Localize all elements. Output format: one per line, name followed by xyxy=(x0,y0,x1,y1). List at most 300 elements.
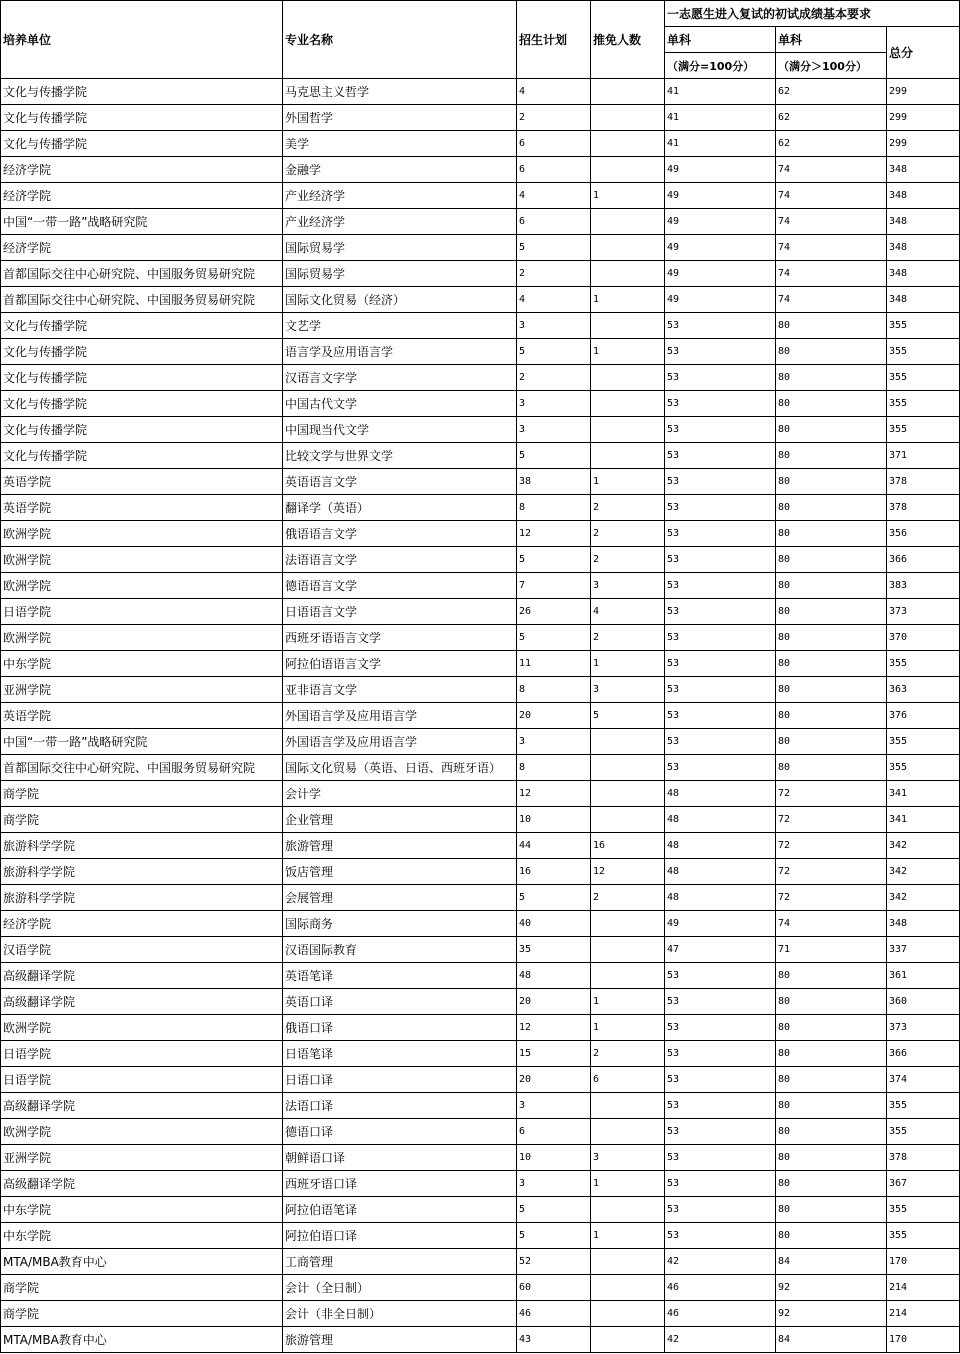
major-cell: 比较文学与世界文学 xyxy=(283,443,517,469)
exempt-cell xyxy=(591,1275,665,1301)
total-cell: 299 xyxy=(887,105,960,131)
exempt-cell xyxy=(591,365,665,391)
major-cell: 德语口译 xyxy=(283,1119,517,1145)
single-over100-cell: 80 xyxy=(776,755,887,781)
plan-cell: 12 xyxy=(517,781,591,807)
single-over100-cell: 72 xyxy=(776,833,887,859)
table-row xyxy=(1,105,960,131)
header-unit: 培养单位 xyxy=(1,1,283,79)
single-over100-cell: 62 xyxy=(776,131,887,157)
unit-cell: 商学院 xyxy=(1,807,283,833)
total-cell: 355 xyxy=(887,1197,960,1223)
single-over100-cell: 80 xyxy=(776,443,887,469)
total-cell: 348 xyxy=(887,911,960,937)
exempt-cell: 12 xyxy=(591,859,665,885)
single-over100-cell: 80 xyxy=(776,495,887,521)
exempt-cell: 6 xyxy=(591,1067,665,1093)
unit-cell: 高级翻译学院 xyxy=(1,989,283,1015)
unit-cell: 文化与传播学院 xyxy=(1,339,283,365)
single-over100-cell: 74 xyxy=(776,287,887,313)
exempt-cell xyxy=(591,807,665,833)
unit-cell: 汉语学院 xyxy=(1,937,283,963)
single-over100-cell: 74 xyxy=(776,261,887,287)
plan-cell: 4 xyxy=(517,183,591,209)
table-row xyxy=(1,313,960,339)
plan-cell: 4 xyxy=(517,287,591,313)
unit-cell: 文化与传播学院 xyxy=(1,365,283,391)
unit-cell: 首都国际交往中心研究院、中国服务贸易研究院 xyxy=(1,261,283,287)
major-cell: 德语语言文学 xyxy=(283,573,517,599)
major-cell: 外国语言学及应用语言学 xyxy=(283,703,517,729)
single-over100-cell: 84 xyxy=(776,1249,887,1275)
table-row xyxy=(1,287,960,313)
exempt-cell xyxy=(591,157,665,183)
plan-cell: 5 xyxy=(517,339,591,365)
single-over100-cell: 80 xyxy=(776,1223,887,1249)
table-row xyxy=(1,235,960,261)
single-100-cell: 49 xyxy=(665,235,776,261)
plan-cell: 5 xyxy=(517,885,591,911)
single-100-cell: 53 xyxy=(665,599,776,625)
table-row xyxy=(1,1015,960,1041)
total-cell: 363 xyxy=(887,677,960,703)
unit-cell: 商学院 xyxy=(1,1301,283,1327)
single-100-cell: 41 xyxy=(665,79,776,105)
unit-cell: 经济学院 xyxy=(1,911,283,937)
single-100-cell: 53 xyxy=(665,365,776,391)
plan-cell: 15 xyxy=(517,1041,591,1067)
total-cell: 214 xyxy=(887,1275,960,1301)
exempt-cell xyxy=(591,313,665,339)
single-over100-cell: 80 xyxy=(776,469,887,495)
total-cell: 366 xyxy=(887,547,960,573)
single-100-cell: 53 xyxy=(665,1015,776,1041)
major-cell: 旅游管理 xyxy=(283,1327,517,1353)
total-cell: 383 xyxy=(887,573,960,599)
exempt-cell xyxy=(591,911,665,937)
single-over100-cell: 80 xyxy=(776,703,887,729)
single-over100-cell: 72 xyxy=(776,781,887,807)
single-over100-cell: 80 xyxy=(776,521,887,547)
single-100-cell: 48 xyxy=(665,859,776,885)
exempt-cell: 1 xyxy=(591,469,665,495)
plan-cell: 2 xyxy=(517,105,591,131)
single-100-cell: 53 xyxy=(665,521,776,547)
major-cell: 法语语言文学 xyxy=(283,547,517,573)
total-cell: 170 xyxy=(887,1327,960,1353)
unit-cell: 商学院 xyxy=(1,781,283,807)
single-over100-cell: 80 xyxy=(776,391,887,417)
unit-cell: 英语学院 xyxy=(1,495,283,521)
unit-cell: 欧洲学院 xyxy=(1,521,283,547)
single-100-cell: 49 xyxy=(665,209,776,235)
table-row xyxy=(1,989,960,1015)
exempt-cell xyxy=(591,1301,665,1327)
single-100-cell: 42 xyxy=(665,1249,776,1275)
major-cell: 日语口译 xyxy=(283,1067,517,1093)
major-cell: 国际文化贸易（英语、日语、西班牙语） xyxy=(283,755,517,781)
unit-cell: 文化与传播学院 xyxy=(1,391,283,417)
major-cell: 国际文化贸易（经济） xyxy=(283,287,517,313)
single-100-cell: 53 xyxy=(665,677,776,703)
major-cell: 国际商务 xyxy=(283,911,517,937)
total-cell: 214 xyxy=(887,1301,960,1327)
single-100-cell: 49 xyxy=(665,911,776,937)
table-row xyxy=(1,937,960,963)
single-100-cell: 53 xyxy=(665,495,776,521)
single-100-cell: 53 xyxy=(665,547,776,573)
exempt-cell xyxy=(591,391,665,417)
unit-cell: MTA/MBA教育中心 xyxy=(1,1249,283,1275)
single-100-cell: 53 xyxy=(665,989,776,1015)
single-100-cell: 53 xyxy=(665,729,776,755)
table-row xyxy=(1,1197,960,1223)
major-cell: 外国语言学及应用语言学 xyxy=(283,729,517,755)
major-cell: 俄语语言文学 xyxy=(283,521,517,547)
total-cell: 299 xyxy=(887,131,960,157)
plan-cell: 5 xyxy=(517,625,591,651)
total-cell: 355 xyxy=(887,339,960,365)
total-cell: 373 xyxy=(887,599,960,625)
exempt-cell: 1 xyxy=(591,1015,665,1041)
exempt-cell xyxy=(591,729,665,755)
major-cell: 马克思主义哲学 xyxy=(283,79,517,105)
plan-cell: 10 xyxy=(517,807,591,833)
table-row xyxy=(1,651,960,677)
plan-cell: 20 xyxy=(517,989,591,1015)
single-100-cell: 48 xyxy=(665,781,776,807)
single-100-cell: 49 xyxy=(665,157,776,183)
unit-cell: 文化与传播学院 xyxy=(1,443,283,469)
unit-cell: MTA/MBA教育中心 xyxy=(1,1327,283,1353)
total-cell: 348 xyxy=(887,287,960,313)
unit-cell: 日语学院 xyxy=(1,1067,283,1093)
major-cell: 中国现当代文学 xyxy=(283,417,517,443)
exempt-cell xyxy=(591,1327,665,1353)
plan-cell: 38 xyxy=(517,469,591,495)
total-cell: 361 xyxy=(887,963,960,989)
exempt-cell: 2 xyxy=(591,625,665,651)
single-over100-cell: 72 xyxy=(776,859,887,885)
unit-cell: 经济学院 xyxy=(1,183,283,209)
header-single-over100: 单科 xyxy=(776,27,887,53)
table-row xyxy=(1,729,960,755)
single-over100-cell: 80 xyxy=(776,1119,887,1145)
total-cell: 341 xyxy=(887,807,960,833)
header-major: 专业名称 xyxy=(283,1,517,79)
table-row xyxy=(1,79,960,105)
total-cell: 370 xyxy=(887,625,960,651)
plan-cell: 8 xyxy=(517,755,591,781)
unit-cell: 中东学院 xyxy=(1,1223,283,1249)
major-cell: 产业经济学 xyxy=(283,183,517,209)
single-over100-cell: 80 xyxy=(776,1197,887,1223)
exempt-cell: 3 xyxy=(591,1145,665,1171)
single-100-cell: 53 xyxy=(665,1041,776,1067)
single-100-cell: 48 xyxy=(665,807,776,833)
plan-cell: 60 xyxy=(517,1275,591,1301)
table-row xyxy=(1,417,960,443)
plan-cell: 6 xyxy=(517,157,591,183)
single-over100-cell: 80 xyxy=(776,1171,887,1197)
single-over100-cell: 62 xyxy=(776,79,887,105)
exempt-cell xyxy=(591,937,665,963)
major-cell: 文艺学 xyxy=(283,313,517,339)
table-row xyxy=(1,547,960,573)
unit-cell: 英语学院 xyxy=(1,469,283,495)
total-cell: 299 xyxy=(887,79,960,105)
single-100-cell: 53 xyxy=(665,703,776,729)
major-cell: 俄语口译 xyxy=(283,1015,517,1041)
major-cell: 阿拉伯语语言文学 xyxy=(283,651,517,677)
single-over100-cell: 80 xyxy=(776,599,887,625)
single-100-cell: 53 xyxy=(665,625,776,651)
unit-cell: 旅游科学学院 xyxy=(1,885,283,911)
major-cell: 日语笔译 xyxy=(283,1041,517,1067)
unit-cell: 文化与传播学院 xyxy=(1,417,283,443)
single-over100-cell: 62 xyxy=(776,105,887,131)
total-cell: 378 xyxy=(887,1145,960,1171)
major-cell: 工商管理 xyxy=(283,1249,517,1275)
plan-cell: 43 xyxy=(517,1327,591,1353)
single-100-cell: 53 xyxy=(665,755,776,781)
major-cell: 朝鲜语口译 xyxy=(283,1145,517,1171)
total-cell: 367 xyxy=(887,1171,960,1197)
plan-cell: 6 xyxy=(517,131,591,157)
single-100-cell: 42 xyxy=(665,1327,776,1353)
table-row xyxy=(1,261,960,287)
table-row xyxy=(1,209,960,235)
table-row xyxy=(1,495,960,521)
exempt-cell xyxy=(591,261,665,287)
exempt-cell: 1 xyxy=(591,651,665,677)
major-cell: 英语语言文学 xyxy=(283,469,517,495)
table-row xyxy=(1,703,960,729)
single-over100-cell: 80 xyxy=(776,1093,887,1119)
single-over100-cell: 84 xyxy=(776,1327,887,1353)
plan-cell: 8 xyxy=(517,495,591,521)
exempt-cell xyxy=(591,131,665,157)
major-cell: 西班牙语口译 xyxy=(283,1171,517,1197)
total-cell: 337 xyxy=(887,937,960,963)
single-over100-cell: 80 xyxy=(776,339,887,365)
plan-cell: 20 xyxy=(517,703,591,729)
unit-cell: 日语学院 xyxy=(1,599,283,625)
total-cell: 348 xyxy=(887,261,960,287)
exempt-cell xyxy=(591,1093,665,1119)
total-cell: 170 xyxy=(887,1249,960,1275)
table-row xyxy=(1,1327,960,1353)
single-over100-cell: 80 xyxy=(776,989,887,1015)
unit-cell: 高级翻译学院 xyxy=(1,963,283,989)
single-over100-cell: 72 xyxy=(776,885,887,911)
single-over100-cell: 74 xyxy=(776,235,887,261)
table-row xyxy=(1,885,960,911)
total-cell: 355 xyxy=(887,1223,960,1249)
plan-cell: 6 xyxy=(517,1119,591,1145)
table-row xyxy=(1,1275,960,1301)
plan-cell: 3 xyxy=(517,1093,591,1119)
total-cell: 371 xyxy=(887,443,960,469)
exempt-cell: 16 xyxy=(591,833,665,859)
total-cell: 376 xyxy=(887,703,960,729)
plan-cell: 44 xyxy=(517,833,591,859)
total-cell: 342 xyxy=(887,859,960,885)
total-cell: 342 xyxy=(887,885,960,911)
plan-cell: 7 xyxy=(517,573,591,599)
major-cell: 国际贸易学 xyxy=(283,261,517,287)
table-row xyxy=(1,963,960,989)
single-100-cell: 53 xyxy=(665,469,776,495)
unit-cell: 商学院 xyxy=(1,1275,283,1301)
single-100-cell: 53 xyxy=(665,1171,776,1197)
single-100-cell: 53 xyxy=(665,339,776,365)
major-cell: 亚非语言文学 xyxy=(283,677,517,703)
single-100-cell: 53 xyxy=(665,573,776,599)
single-over100-cell: 80 xyxy=(776,677,887,703)
table-row xyxy=(1,755,960,781)
single-100-cell: 48 xyxy=(665,885,776,911)
major-cell: 金融学 xyxy=(283,157,517,183)
major-cell: 会计（非全日制） xyxy=(283,1301,517,1327)
single-over100-cell: 80 xyxy=(776,625,887,651)
plan-cell: 2 xyxy=(517,261,591,287)
total-cell: 348 xyxy=(887,209,960,235)
major-cell: 会计学 xyxy=(283,781,517,807)
major-cell: 西班牙语语言文学 xyxy=(283,625,517,651)
single-over100-cell: 92 xyxy=(776,1275,887,1301)
single-100-cell: 53 xyxy=(665,1119,776,1145)
single-100-cell: 53 xyxy=(665,391,776,417)
exempt-cell xyxy=(591,443,665,469)
major-cell: 企业管理 xyxy=(283,807,517,833)
total-cell: 355 xyxy=(887,1119,960,1145)
single-100-cell: 48 xyxy=(665,833,776,859)
major-cell: 日语语言文学 xyxy=(283,599,517,625)
plan-cell: 10 xyxy=(517,1145,591,1171)
total-cell: 355 xyxy=(887,365,960,391)
exempt-cell: 2 xyxy=(591,521,665,547)
total-cell: 355 xyxy=(887,755,960,781)
table-row xyxy=(1,1249,960,1275)
exempt-cell: 2 xyxy=(591,885,665,911)
table-row xyxy=(1,599,960,625)
unit-cell: 文化与传播学院 xyxy=(1,313,283,339)
exempt-cell: 2 xyxy=(591,495,665,521)
major-cell: 产业经济学 xyxy=(283,209,517,235)
table-row xyxy=(1,1119,960,1145)
major-cell: 美学 xyxy=(283,131,517,157)
single-100-cell: 46 xyxy=(665,1275,776,1301)
exempt-cell xyxy=(591,105,665,131)
single-over100-cell: 80 xyxy=(776,1067,887,1093)
major-cell: 汉语国际教育 xyxy=(283,937,517,963)
unit-cell: 欧洲学院 xyxy=(1,573,283,599)
single-100-cell: 53 xyxy=(665,1093,776,1119)
single-100-cell: 53 xyxy=(665,651,776,677)
plan-cell: 48 xyxy=(517,963,591,989)
total-cell: 373 xyxy=(887,1015,960,1041)
unit-cell: 日语学院 xyxy=(1,1041,283,1067)
plan-cell: 5 xyxy=(517,443,591,469)
exempt-cell xyxy=(591,781,665,807)
single-over100-cell: 71 xyxy=(776,937,887,963)
exempt-cell: 1 xyxy=(591,989,665,1015)
table-row xyxy=(1,625,960,651)
single-over100-cell: 80 xyxy=(776,963,887,989)
exempt-cell xyxy=(591,235,665,261)
total-cell: 348 xyxy=(887,235,960,261)
single-over100-cell: 80 xyxy=(776,729,887,755)
major-cell: 会展管理 xyxy=(283,885,517,911)
unit-cell: 文化与传播学院 xyxy=(1,131,283,157)
table-row xyxy=(1,833,960,859)
plan-cell: 52 xyxy=(517,1249,591,1275)
major-cell: 国际贸易学 xyxy=(283,235,517,261)
single-100-cell: 53 xyxy=(665,1067,776,1093)
single-over100-cell: 80 xyxy=(776,573,887,599)
major-cell: 饭店管理 xyxy=(283,859,517,885)
table-row xyxy=(1,911,960,937)
plan-cell: 5 xyxy=(517,1197,591,1223)
unit-cell: 首都国际交往中心研究院、中国服务贸易研究院 xyxy=(1,287,283,313)
unit-cell: 旅游科学学院 xyxy=(1,833,283,859)
table-row xyxy=(1,1301,960,1327)
plan-cell: 16 xyxy=(517,859,591,885)
exempt-cell xyxy=(591,79,665,105)
total-cell: 355 xyxy=(887,1093,960,1119)
total-cell: 378 xyxy=(887,495,960,521)
unit-cell: 亚洲学院 xyxy=(1,1145,283,1171)
exempt-cell xyxy=(591,1197,665,1223)
plan-cell: 6 xyxy=(517,209,591,235)
single-over100-cell: 80 xyxy=(776,313,887,339)
table-row xyxy=(1,1145,960,1171)
plan-cell: 12 xyxy=(517,521,591,547)
single-over100-cell: 80 xyxy=(776,1041,887,1067)
single-over100-cell: 74 xyxy=(776,209,887,235)
exempt-cell: 1 xyxy=(591,287,665,313)
table-row xyxy=(1,443,960,469)
exempt-cell: 4 xyxy=(591,599,665,625)
single-over100-cell: 80 xyxy=(776,365,887,391)
exempt-cell: 3 xyxy=(591,573,665,599)
unit-cell: 旅游科学学院 xyxy=(1,859,283,885)
plan-cell: 3 xyxy=(517,417,591,443)
single-100-cell: 53 xyxy=(665,1145,776,1171)
single-over100-cell: 80 xyxy=(776,1015,887,1041)
single-100-cell: 47 xyxy=(665,937,776,963)
single-over100-cell: 74 xyxy=(776,911,887,937)
table-header xyxy=(1,1,960,79)
total-cell: 341 xyxy=(887,781,960,807)
total-cell: 355 xyxy=(887,391,960,417)
exempt-cell: 2 xyxy=(591,1041,665,1067)
unit-cell: 经济学院 xyxy=(1,157,283,183)
single-over100-cell: 80 xyxy=(776,651,887,677)
exempt-cell: 3 xyxy=(591,677,665,703)
table-row xyxy=(1,391,960,417)
unit-cell: 亚洲学院 xyxy=(1,677,283,703)
unit-cell: 欧洲学院 xyxy=(1,547,283,573)
major-cell: 中国古代文学 xyxy=(283,391,517,417)
exempt-cell xyxy=(591,1249,665,1275)
single-over100-cell: 72 xyxy=(776,807,887,833)
exempt-cell: 1 xyxy=(591,1171,665,1197)
total-cell: 374 xyxy=(887,1067,960,1093)
total-cell: 348 xyxy=(887,183,960,209)
table-row xyxy=(1,521,960,547)
